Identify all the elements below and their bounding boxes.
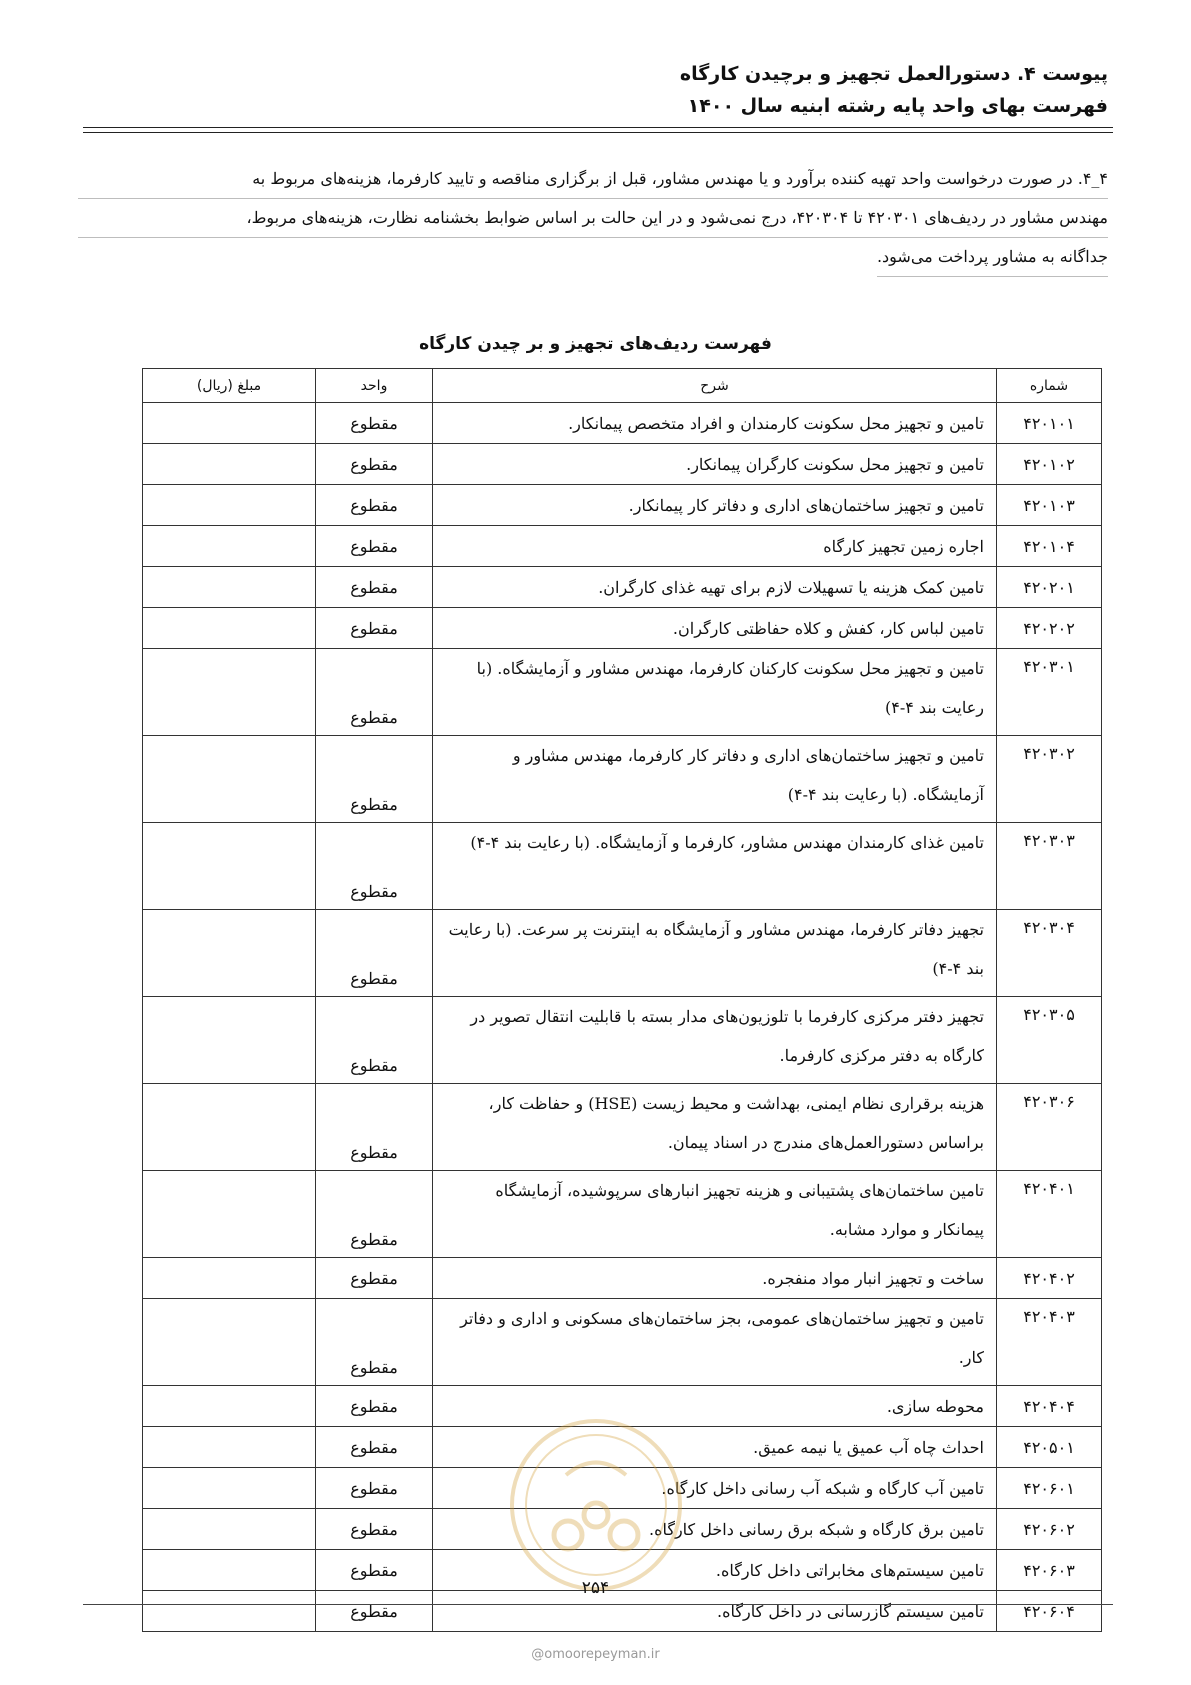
row-amount [143, 444, 316, 485]
page-header [78, 58, 1108, 122]
row-amount [143, 649, 316, 736]
row-number: ۴۲۰۱۰۴ [997, 526, 1102, 567]
row-amount [143, 736, 316, 823]
row-unit: مقطوع [316, 444, 433, 485]
table-row [143, 403, 1102, 444]
header-title: پیوست ۴. دستورالعمل تجهیز و برچیدن کارگاه [679, 63, 1108, 85]
row-amount [143, 1258, 316, 1299]
table-row [143, 1427, 1102, 1468]
row-unit: مقطوع [316, 485, 433, 526]
header-amount: مبلغ (ریال) [143, 369, 316, 403]
row-amount [143, 403, 316, 444]
row-unit: مقطوع [316, 1171, 433, 1258]
row-description: تامین و تجهیز ساختمان‌های اداری و دفاتر کار کارفرما، مهندس مشاور و آزمایشگاه. (با رعایت بند ۴-۴) [433, 736, 997, 823]
row-number: ۴۲۰۲۰۱ [997, 567, 1102, 608]
header-description: شرح [433, 369, 997, 403]
row-amount [143, 1427, 316, 1468]
table-row [143, 444, 1102, 485]
row-number: ۴۲۰۱۰۲ [997, 444, 1102, 485]
row-amount [143, 1509, 316, 1550]
row-unit: مقطوع [316, 736, 433, 823]
row-number: ۴۲۰۴۰۲ [997, 1258, 1102, 1299]
row-description: اجاره زمین تجهیز کارگاه [433, 526, 997, 567]
row-number: ۴۲۰۳۰۵ [997, 997, 1102, 1084]
row-amount [143, 1468, 316, 1509]
row-unit: مقطوع [316, 526, 433, 567]
row-unit: مقطوع [316, 567, 433, 608]
row-number: ۴۲۰۴۰۴ [997, 1386, 1102, 1427]
row-description: تامین سیستم گازرسانی در داخل کارگاه. [433, 1591, 997, 1632]
row-number: ۴۲۰۶۰۴ [997, 1591, 1102, 1632]
row-unit: مقطوع [316, 649, 433, 736]
row-amount [143, 910, 316, 997]
table-header-row [143, 369, 1102, 403]
table-row [143, 649, 1102, 736]
paragraph-line: ۴_۴. در صورت درخواست واحد تهیه کننده برآورد و یا مهندس مشاور، قبل از برگزاری مناقصه و تایید کارفرما، هزینه‌های مربوط به [78, 160, 1108, 199]
row-number: ۴۲۰۶۰۳ [997, 1550, 1102, 1591]
row-description: تامین برق کارگاه و شبکه برق رسانی داخل کارگاه. [433, 1509, 997, 1550]
row-description: هزینه برقراری نظام ایمنی، بهداشت و محیط زیست (HSE) و حفاظت کار، براساس دستورالعمل‌های مندرج در اسناد پیمان. [433, 1084, 997, 1171]
table-row [143, 485, 1102, 526]
table-row [143, 1509, 1102, 1550]
table-row [143, 823, 1102, 910]
row-description: تامین ساختمان‌های پشتیبانی و هزینه تجهیز انبارهای سرپوشیده، آزمایشگاه پیمانکار و موارد مشابه. [433, 1171, 997, 1258]
row-description: محوطه سازی. [433, 1386, 997, 1427]
row-amount [143, 526, 316, 567]
row-description: ساخت و تجهیز انبار مواد منفجره. [433, 1258, 997, 1299]
row-unit: مقطوع [316, 1468, 433, 1509]
row-unit: مقطوع [316, 403, 433, 444]
table-row [143, 910, 1102, 997]
row-number: ۴۲۰۴۰۱ [997, 1171, 1102, 1258]
table-row [143, 736, 1102, 823]
row-description: احداث چاه آب عمیق یا نیمه عمیق. [433, 1427, 997, 1468]
table-row [143, 1084, 1102, 1171]
row-amount [143, 485, 316, 526]
row-unit: مقطوع [316, 1258, 433, 1299]
row-unit: مقطوع [316, 1591, 433, 1632]
table-row [143, 1299, 1102, 1386]
header-rule-thin [83, 132, 1113, 133]
row-unit: مقطوع [316, 1509, 433, 1550]
row-unit: مقطوع [316, 997, 433, 1084]
header-unit: واحد [316, 369, 433, 403]
table-row [143, 1468, 1102, 1509]
header-number: شماره [997, 369, 1102, 403]
row-number: ۴۲۰۱۰۱ [997, 403, 1102, 444]
row-number: ۴۲۰۳۰۳ [997, 823, 1102, 910]
row-number: ۴۲۰۳۰۲ [997, 736, 1102, 823]
row-unit: مقطوع [316, 1386, 433, 1427]
row-description: تامین و تجهیز محل سکونت کارمندان و افراد متخصص پیمانکار. [433, 403, 997, 444]
row-description: تجهیز دفاتر کارفرما، مهندس مشاور و آزمایشگاه به اینترنت پر سرعت. (با رعایت بند ۴-۴) [433, 910, 997, 997]
row-number: ۴۲۰۶۰۱ [997, 1468, 1102, 1509]
row-unit: مقطوع [316, 1299, 433, 1386]
row-number: ۴۲۰۲۰۲ [997, 608, 1102, 649]
table-row [143, 1258, 1102, 1299]
table-title: فهرست ردیف‌های تجهیز و بر چیدن کارگاه [419, 334, 772, 354]
clause-paragraph [78, 160, 1108, 291]
row-description: تامین سیستم‌های مخابراتی داخل کارگاه. [433, 1550, 997, 1591]
row-description: تامین و تجهیز محل سکونت کارکنان کارفرما، مهندس مشاور و آزمایشگاه. (با رعایت بند ۴-۴) [433, 649, 997, 736]
row-unit: مقطوع [316, 1427, 433, 1468]
row-description: تامین و تجهیز محل سکونت کارگران پیمانکار. [433, 444, 997, 485]
items-table [142, 368, 1102, 1632]
site-watermark: @omoorepeyman.ir [531, 1647, 660, 1662]
row-amount [143, 1299, 316, 1386]
row-amount [143, 1386, 316, 1427]
row-amount [143, 997, 316, 1084]
footer-rule [83, 1604, 1113, 1605]
row-description: تجهیز دفتر مرکزی کارفرما با تلوزیون‌های مدار بسته با قابلیت انتقال تصویر در کارگاه به دفتر مرکزی کارفرما. [433, 997, 997, 1084]
row-amount [143, 1084, 316, 1171]
table-row [143, 1171, 1102, 1258]
row-unit: مقطوع [316, 1084, 433, 1171]
row-number: ۴۲۰۱۰۳ [997, 485, 1102, 526]
row-description: تامین غذای کارمندان مهندس مشاور، کارفرما و آزمایشگاه. (با رعایت بند ۴-۴) [433, 823, 997, 910]
row-unit: مقطوع [316, 608, 433, 649]
row-number: ۴۲۰۳۰۴ [997, 910, 1102, 997]
table-row [143, 567, 1102, 608]
paragraph-line: مهندس مشاور در ردیف‌های ۴۲۰۳۰۱ تا ۴۲۰۳۰۴، درج نمی‌شود و در این حالت بر اساس ضوابط بخشنامه نظارت، هزینه‌های مربوط، [78, 199, 1108, 238]
row-unit: مقطوع [316, 823, 433, 910]
row-number: ۴۲۰۴۰۳ [997, 1299, 1102, 1386]
row-number: ۴۲۰۵۰۱ [997, 1427, 1102, 1468]
row-number: ۴۲۰۳۰۱ [997, 649, 1102, 736]
header-subtitle: فهرست بهای واحد پایه رشته ابنیه سال ۱۴۰۰ [687, 95, 1108, 117]
table-row [143, 608, 1102, 649]
row-number: ۴۲۰۳۰۶ [997, 1084, 1102, 1171]
table-row [143, 526, 1102, 567]
header-rule-thick [83, 127, 1113, 128]
row-amount [143, 567, 316, 608]
row-description: تامین کمک هزینه یا تسهیلات لازم برای تهیه غذای کارگران. [433, 567, 997, 608]
row-description: تامین و تجهیز ساختمان‌های عمومی، بجز ساختمان‌های مسکونی و اداری و دفاتر کار. [433, 1299, 997, 1386]
paragraph-line: جداگانه به مشاور پرداخت می‌شود. [877, 238, 1108, 277]
row-amount [143, 608, 316, 649]
row-description: تامین آب کارگاه و شبکه آب رسانی داخل کارگاه. [433, 1468, 997, 1509]
row-number: ۴۲۰۶۰۲ [997, 1509, 1102, 1550]
row-unit: مقطوع [316, 910, 433, 997]
table-row [143, 997, 1102, 1084]
row-amount [143, 1171, 316, 1258]
row-description: تامین لباس کار، کفش و کلاه حفاظتی کارگران. [433, 608, 997, 649]
row-amount [143, 823, 316, 910]
page-number: ۲۵۴ [581, 1578, 610, 1598]
row-unit: مقطوع [316, 1550, 433, 1591]
table-row [143, 1386, 1102, 1427]
row-description: تامین و تجهیز ساختمان‌های اداری و دفاتر کار پیمانکار. [433, 485, 997, 526]
